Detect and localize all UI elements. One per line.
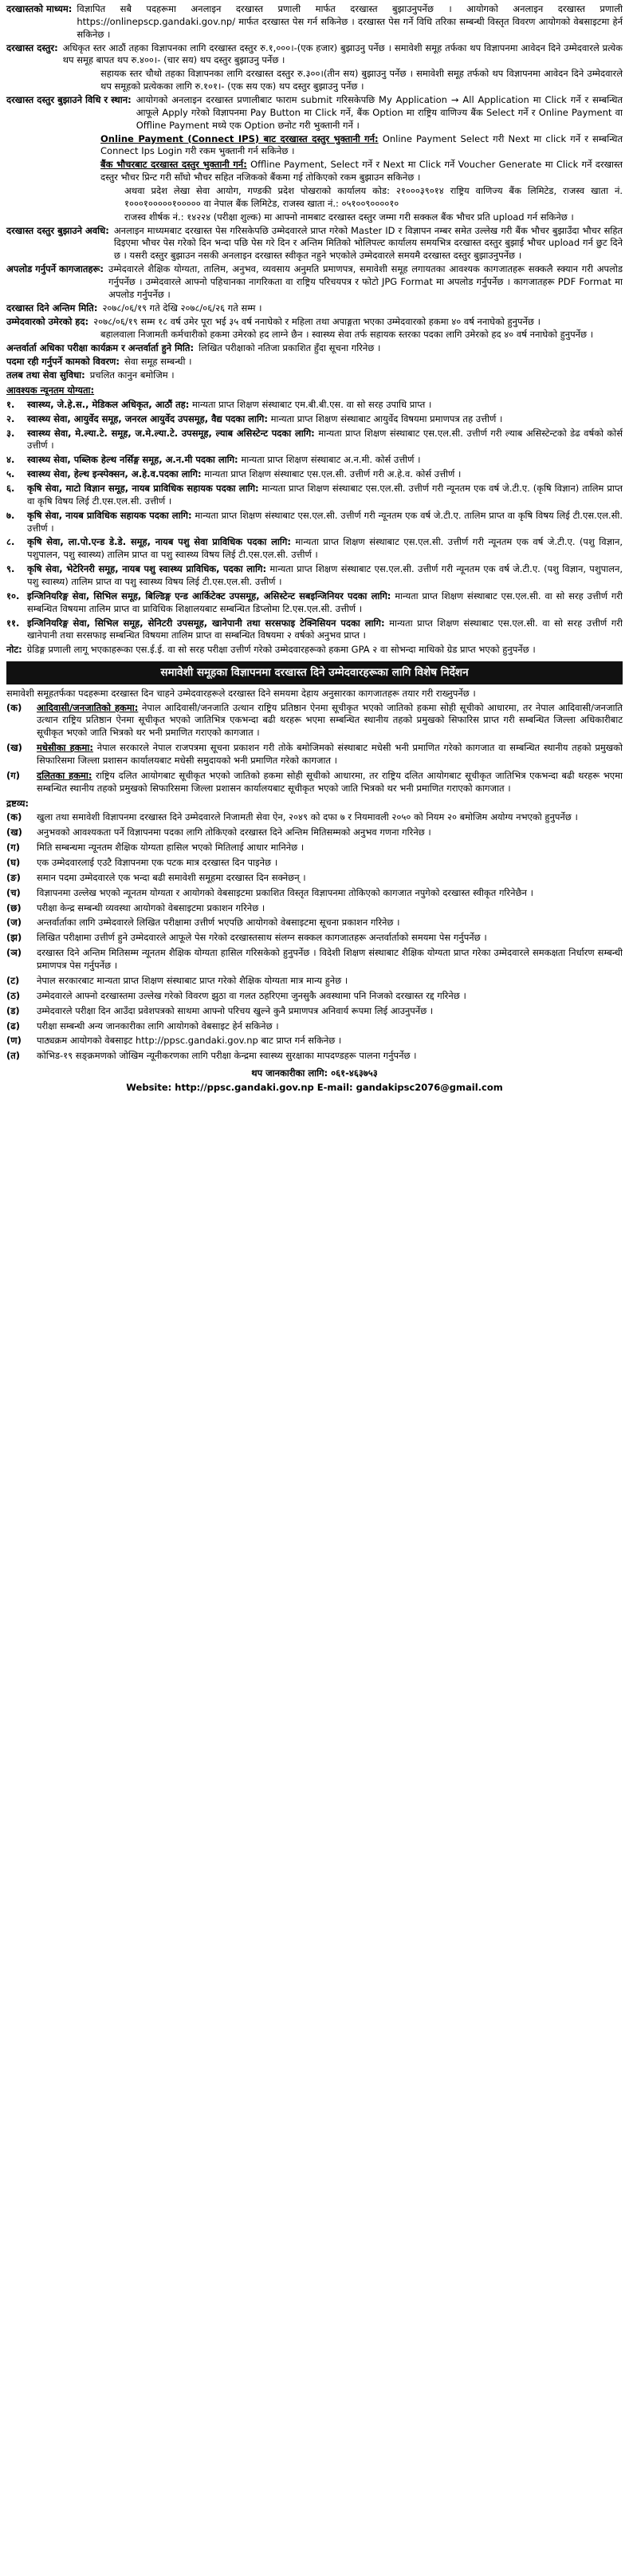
qualification-number: ६. — [6, 482, 15, 494]
qualification-requirement: मान्यता प्राप्त शिक्षण संस्थाबाट एस.एल.सी. उत्तीर्ण गरी न्यूनतम एक वर्ष जे.टी.ए. (पशु विज्ञान, पशुपालन, पशु स्वास्थ्य) तालिम प्राप्त वा पशु स्वास्थ्य विषय लिई टी.एस.एल.सी. उत्तीर्ण । — [27, 563, 623, 587]
note-marker: (ड) — [6, 1004, 20, 1016]
job-description-label: पदमा रही गर्नुपर्ने कामको विवरण: — [6, 356, 120, 368]
note-marker: (ट) — [6, 974, 20, 986]
fee-label: दरखास्त दस्तुर: — [6, 41, 58, 53]
qualification-requirement: मान्यता प्राप्त शिक्षण संस्थाबाट अ.न.मी. कोर्स उत्तीर्ण । — [241, 454, 421, 466]
note-item — [6, 1005, 623, 1018]
category-text: नेपाल सरकारले नेपाल राजपत्रमा सूचना प्रकाशन गरी तोके बमोजिमको संस्थाबाट मधेसी भनी प्रमाणित गरेको कागजात वा सम्बन्धित स्थानीय तहको प्रमुखको सिफारिसमा जिल्ला प्रशासन कार्यालयबाट मधेसी समुदायको भनी प्रमाणित गरेको कागजात । — [37, 742, 623, 767]
inclusive-category-item — [6, 742, 623, 767]
application-medium-label: दरखास्तको माध्यम: — [6, 3, 73, 14]
online-payment-text: Online Payment Select गरी Next मा click गर्ने र सम्बन्धित Connect Ips Login गरी रकम भुक्तानी गर्न सकिनेछ । — [100, 132, 623, 157]
qualification-item — [6, 399, 623, 412]
note-item — [6, 902, 623, 915]
note-item — [6, 947, 623, 972]
note-marker: (ङ) — [6, 871, 21, 883]
qualification-number: ९. — [6, 563, 15, 575]
note-item-text: समान पदमा उम्मेदवारले एक भन्दा बढी समावेशी समूहमा दरखास्त दिन सक्नेछन् । — [37, 871, 306, 883]
note-item-text: उम्मेदवारले परीक्षा दिन आउँदा प्रवेशपत्रको साथमा आफ्नो परिचय खुल्ने कुनै प्रमाणपत्र अनिवार्य रूपमा लिई आउनुपर्नेछ । — [37, 1004, 434, 1016]
inclusive-category-item — [6, 702, 623, 740]
qualification-post: कृषि सेवा, भेटेरिनरी समूह, नायब पशु स्वास्थ्य प्राविधिक, पदका लागि: — [27, 563, 267, 575]
payment-method-row — [6, 94, 623, 132]
offline-payment-block — [6, 159, 623, 184]
note-item — [6, 826, 623, 839]
category-marker: (ग) — [6, 769, 20, 781]
qualification-post: स्वास्थ्य सेवा, हेल्थ इन्स्पेक्सन, अ.हे.व.पदका लागि: — [27, 468, 202, 480]
qualification-number: २. — [6, 412, 15, 424]
qualification-body — [27, 510, 623, 535]
fee-officer-text: अधिकृत स्तर आठौं तहका विज्ञापनका लागि दरखास्त दस्तुर रु.१,०००।-(एक हजार) बुझाउनु पर्नेछ । समावेशी समूह तर्फका थप विज्ञापनमा आवेदन दिने उम्मेदवारले प्रत्येक थप समूह बापत थप रु.४००।- (चार सय) थप दस्तुर बुझाउनु पर्नेछ । — [62, 41, 623, 66]
note-marker: (ग) — [6, 842, 20, 854]
note-marker: (त) — [6, 1050, 21, 1062]
fee-deadline-row — [6, 225, 623, 263]
footer-contact: थप जानकारीका लागि: ०६१-४६३७५३ — [251, 1067, 378, 1079]
qualification-item — [6, 590, 623, 616]
qualification-post: कृषि सेवा, नायब प्राविधिक सहायक पदका लागि: — [27, 509, 192, 521]
note-item — [6, 1050, 623, 1063]
note-item — [6, 857, 623, 870]
note-item-text: लिखित परीक्षामा उत्तीर्ण हुने उम्मेदवारले आफूले पेस गरेको दरखास्तसाथ संलग्न सक्कल कागजातहरू अन्तर्वार्ताको समयमा पेस गर्नुपर्नेछ । — [37, 932, 487, 944]
advertisement-page — [3, 0, 626, 1095]
qualification-item — [6, 510, 623, 535]
note-item — [6, 932, 623, 945]
qualification-body — [27, 563, 623, 589]
qualification-post: इन्जिनियरिङ्ग सेवा, सिभिल समूह, बिल्डिङ्ग एन्ड आर्किटेक्ट उपसमूह, असिस्टेन्ट सबइन्जिनियर पदका लागि: — [27, 590, 391, 602]
category-heading: मधेसीका हकमा: — [37, 742, 93, 754]
inclusive-category-list — [6, 702, 623, 795]
upload-docs-text: उम्मेदवारले शैक्षिक योग्यता, तालिम, अनुभव, व्यवसाय अनुमति प्रमाणपत्र, समावेशी समूह लगायतका आवश्यक कागजातहरू सक्कलै स्क्यान गरी अपलोड गर्नुपर्नेछ । उम्मेदवारले आफ्नो पहिचानका नागरिकता वा राष्ट्रिय परिचयपत्र र फोटो JPG Format मा अपलोड गर्नुपर्नेछ । कागजातहरू PDF Format मा अपलोड गर्नुपर्नेछ । — [108, 263, 623, 300]
note-item — [6, 872, 623, 885]
inclusive-category-item — [6, 770, 623, 795]
last-date-row — [6, 302, 623, 315]
note-item-text: अन्तर्वार्ताका लागि उम्मेदवारले लिखित परीक्षामा उत्तीर्ण भएपछि आयोगको वेबसाइटमा सूचना प्रकाशन गरिनेछ । — [37, 917, 400, 929]
note-item-text: अनुभवको आवश्यकता पर्ने विज्ञापनमा पदका लागि तोकिएको दरखास्त दिने अन्तिम मितिसम्मको अनुभव गणना गरिनेछ । — [37, 826, 431, 838]
note-row — [6, 644, 623, 657]
bank-account-text: अथवा प्रदेश लेखा सेवा आयोग, गण्डकी प्रदेश पोखराको कार्यालय कोड: २१०००३९०१४ राष्ट्रिय वाणिज्य बैंक लिमिटेड, राजस्व खाता नं. १०००१०००००१००००० वा नेपाल बैंक लिमिटेड, राजस्व खाता नं.: ०५१००९००००१० — [124, 185, 623, 209]
qualification-requirement: मान्यता प्राप्त शिक्षण संस्थाबाट एस.एल.सी. वा सो सरह उत्तीर्ण गरी सम्बन्धित विषयमा तालिम प्राप्त वा प्राविधिक शिक्षालयबाट सम्बन्धित डिप्लोमा टि.एस.एल.सी. उत्तीर्ण । — [27, 590, 623, 614]
category-marker: (ख) — [6, 742, 22, 754]
qualification-post: इन्जिनियरिङ्ग सेवा, सिभिल समूह, सेनिटरी उपसमूह, खानेपानी तथा सरसफाइ टेक्निसियन पदका लागि: — [27, 617, 385, 629]
qualification-body — [27, 617, 623, 643]
application-medium-row — [6, 3, 623, 41]
payment-method-text: आयोगको अनलाइन दरखास्त प्रणालीबाट फाराम submit गरिसकेपछि My Application → All Application मा Click गर्ने र सम्बन्धित आफूले Apply गरेको विज्ञापनमा Pay Button मा Click गर्ने, बैंक Option मा राष्ट्रिय वाणिज्य बैंक Select गर्ने र Online Payment वा Offline Payment मध्ये एक Option छनोट गरी भुक्तानी गर्ने । — [136, 94, 623, 131]
qualification-body — [27, 483, 623, 508]
note-item — [6, 1020, 623, 1033]
note-item-text: कोभिड-१९ सङ्क्रमणको जोखिम न्यूनीकरणका लागि परीक्षा केन्द्रमा स्वास्थ्य सुरक्षाका मापदण्डहरू पालना गर्नुपर्नेछ । — [37, 1050, 417, 1062]
upload-docs-label: अपलोड गर्नुपर्ने कागजातहरू: — [6, 263, 104, 275]
note-item — [6, 975, 623, 988]
qualification-requirement: मान्यता प्राप्त शिक्षण संस्थाबाट एस.एल.सी. उत्तीर्ण गरी न्यूनतम एक वर्ष जे.टी.ए. (पशु विज्ञान, पशुपालन, पशु स्वास्थ्य) तालिम प्राप्त वा पशु स्वास्थ्य विषय लिई टी.एस.एल.सी. उत्तीर्ण । — [27, 536, 623, 561]
offline-payment-heading: बैंक भौचरबाट दरखास्त दस्तुर भुक्तानी गर्न: — [100, 159, 247, 171]
qualification-body — [27, 399, 623, 412]
online-payment-block — [6, 133, 623, 159]
qualification-body — [27, 536, 623, 562]
age-limit-row — [6, 316, 623, 329]
category-body — [37, 742, 623, 767]
qualification-post: स्वास्थ्य सेवा, पब्लिक हेल्थ नर्सिङ्ग समूह, अ.न.मी पदका लागि: — [27, 454, 238, 466]
note-marker: (झ) — [6, 932, 22, 944]
online-payment-heading: Online Payment (Connect IPS) बाट दरखास्त दस्तुर भुक्तानी गर्न: — [100, 132, 379, 144]
age-limit-extra: बहालवाला निजामती कर्मचारीको हकमा उमेरको हद लाग्ने छैन । स्वास्थ्य सेवा तर्फ सहायक स्तरका पदका लागि उमेरको हद ४० वर्ष ननाघेको हुनुपर्नेछ । — [100, 329, 594, 341]
fee-deadline-text: अनलाइन माध्यमबाट दरखास्त पेस गरिसकेपछि उम्मेदवारले प्राप्त गरेको Master ID र विज्ञापन नम्बर समेत उल्लेख गरी बैंक भौचर बुझाउँदा भौचर सहित दिइएमा भौचर पेस गरेको दिन भन्दा पछि पेस गरे दिन र अन्तिम मितिको भोलिपल्ट कार्यालय समयभित्र दरखास्त दस्तुर बुझाई भौचर upload गर्न छुट दिने छ । यसरी दस्तुर बुझाउन नसकी अनलाइन दरखास्त स्वीकृत नहुने भएकोले उम्मेदवारले समयमै दरखास्त दस्तुर बुझाउनुपर्नेछ । — [113, 224, 623, 262]
qualification-number: ५. — [6, 468, 15, 480]
note-text: ग्रेडिङ्ग प्रणाली लागू भएकाहरूका एस.ई.ई. वा सो सरह परीक्षा उत्तीर्ण गरेको उम्मेदवारहरूको हकमा GPA २ वा सोभन्दा माथिको ग्रेड प्राप्त भएको हुनुपर्नेछ । — [26, 644, 536, 656]
job-description-row — [6, 356, 623, 369]
exam-schedule-text: लिखित परीक्षाको नतिजा प्रकाशित हुँदा सूचना गरिनेछ । — [199, 342, 381, 354]
note-marker: (ज) — [6, 917, 22, 929]
exam-schedule-row — [6, 342, 623, 355]
note-marker: (ख) — [6, 826, 22, 838]
qualification-item — [6, 413, 623, 426]
note-item-text: खुला तथा समावेशी विज्ञापनमा दरखास्त दिने उम्मेदवारले निजामती सेवा ऐन, २०४९ को दफा ७ र नियमावली २०५० को नियम २० बमोजिम अयोग्य नभएको हुनुपर्नेछ । — [37, 811, 578, 823]
note-item-text: पाठ्यक्रम आयोगको वेबसाइट http://ppsc.gandaki.gov.np बाट प्राप्त गर्न सकिनेछ । — [37, 1035, 342, 1047]
note-item-text: दरखास्त दिने अन्तिम मितिसम्म न्यूनतम शैक्षिक योग्यता हासिल गरिसकेको हुनुपर्नेछ । विदेशी शिक्षण संस्थाबाट शैक्षिक योग्यता प्राप्त गरेका उम्मेदवारले समकक्षता निर्धारण सम्बन्धी प्रमाणपत्र पेस गर्नुपर्नेछ । — [37, 947, 623, 972]
qualification-item — [6, 617, 623, 643]
qualification-item — [6, 428, 623, 453]
payment-method-label: दरखास्त दस्तुर बुझाउने विधि र स्थान: — [6, 94, 132, 106]
fee-deadline-label: दरखास्त दस्तुर बुझाउने अवधि: — [6, 224, 109, 236]
note-marker: (ञ) — [6, 947, 22, 959]
qualification-requirement: मान्यता प्राप्त शिक्षण संस्थाबाट आयुर्वेद विषयमा प्रमाणपत्र तह उत्तीर्ण । — [270, 412, 503, 424]
note-item-text: मिति सम्बन्धमा न्यूनतम शैक्षिक योग्यता हासिल भएको मितिलाई आधार मानिनेछ । — [37, 842, 305, 854]
note-label: नोट: — [6, 644, 22, 656]
fee-row — [6, 42, 623, 68]
note-item — [6, 917, 623, 929]
qualification-requirement: मान्यता प्राप्त शिक्षण संस्थाबाट एस.एल.सी. उत्तीर्ण गरी न्यूनतम एक वर्ष जे.टी.ए. (कृषि विज्ञान) तालिम प्राप्त वा कृषि विषय लिई टी.एस.एल.सी. उत्तीर्ण । — [27, 482, 623, 507]
revenue-heading-text: राजस्व शीर्षक नं.: १४२२४ (परीक्षा शुल्क) मा आफ्नो नामबाट दरखास्त दस्तुर जम्मा गरी सक्कल बैंक भौचर प्रति upload गर्न सकिनेछ । — [124, 211, 574, 223]
qualification-requirement: मान्यता प्राप्त शिक्षण संस्थाबाट एस.एल.सी. उत्तीर्ण गरी ल्याब असिस्टेन्टको डेढ वर्षको कोर्स उत्तीर्ण । — [27, 427, 623, 452]
note-marker: (ढ) — [6, 1020, 20, 1032]
qualification-number: ८. — [6, 536, 15, 548]
qualification-list — [6, 399, 623, 642]
footer-website: Website: http://ppsc.gandaki.gov.np E-mail: gandakipsc2076@gmail.com — [126, 1081, 503, 1093]
note-marker: (घ) — [6, 857, 21, 869]
qualification-requirement: मान्यता प्राप्त शिक्षण संस्थाबाट एस.एल.सी. उत्तीर्ण गरी अ.हे.व. कोर्स उत्तीर्ण । — [204, 468, 462, 480]
note-item-text: विज्ञापनमा उल्लेख भएको न्यूनतम योग्यता र आयोगको वेबसाइटमा प्रकाशित विस्तृत विज्ञापनमा तोकिएको कागजात नपुगेको दरखास्त स्वीकृत गरिनेछैन । — [37, 886, 533, 898]
note-marker: (च) — [6, 886, 21, 898]
note-item — [6, 990, 623, 1003]
qualification-item — [6, 536, 623, 562]
offline-payment-text: Offline Payment, Select गर्ने र Next मा Click गर्ने Voucher Generate मा Click गर्ने दरखास्त दस्तुर भौचर प्रिन्ट गरी साँघो भौचर सहित नजिकको बैंकमा गई तोकिएको रकम बुझाउन सकिनेछ । — [100, 159, 623, 183]
category-body — [37, 702, 623, 740]
qualification-post: स्वास्थ्य, जे.हे.स., मेडिकल अधिकृत, आठौं तह: — [27, 398, 190, 410]
category-marker: (क) — [6, 701, 22, 713]
age-limit-label: उम्मेदवारको उमेरको हद: — [6, 315, 89, 327]
inclusive-instructions-banner: समावेशी समूहका विज्ञापनमा दरखास्त दिने उम्मेदवारहरूका लागि विशेष निर्देशन — [6, 661, 623, 684]
upload-docs-row — [6, 263, 623, 302]
last-date-text: २०७८/०६/१९ गते देखि २०७८/०६/२६ गते सम्म । — [102, 302, 262, 314]
salary-row — [6, 369, 623, 382]
qualification-requirement: मान्यता प्राप्त शिक्षण संस्थाबाट एम.बी.बी.एस. वा सो सरह उपाधि प्राप्त । — [192, 398, 432, 410]
note-marker: (छ) — [6, 901, 22, 913]
qualification-item — [6, 468, 623, 481]
application-medium-text: विज्ञापित सबै पदहरूमा अनलाइन दरखास्त प्रणाली मार्फत दरखास्त बुझाउनुपर्नेछ । आयोगको अनलाइन दरखास्त प्रणाली https://onlinepscp.gandaki.gov.np/ मार्फत दरखास्त पेस गर्न सकिनेछ । दरखास्त पेस गर्ने विधि तरिका सम्बन्धी विस्तृत विवरण आयोगको वेबसाइटमा हेर्न सकिनेछ । — [77, 3, 623, 40]
qualification-body — [27, 413, 623, 426]
note-item-text: नेपाल सरकारबाट मान्यता प्राप्त शिक्षण संस्थाबाट प्राप्त गरेको शैक्षिक योग्यता मात्र मान्य हुनेछ । — [37, 974, 348, 986]
qualification-post: स्वास्थ्य सेवा, मे.ल्या.टे. समूह, ज.मे.ल्या.टे. उपसमूह, ल्याब असिस्टेन्ट पदका लागि: — [27, 427, 315, 439]
notes-list — [6, 811, 623, 1063]
note-item-text: उम्मेदवारले आफ्नो दरखास्तमा उल्लेख गरेको विवरण झुठा वा गलत ठहरिएमा जुनसुकै अवस्थामा पनि निजको दरखास्त रद्द गरिनेछ । — [37, 989, 466, 1001]
age-limit-text: २०७८/०६/१९ सम्म १८ वर्ष उमेर पूरा भई ३५ वर्ष ननाघेको र महिला तथा अपाङ्गता भएका उम्मेदवारको हकमा ४० वर्ष ननाघेको हुनुपर्नेछ । — [93, 315, 541, 327]
qualification-item — [6, 483, 623, 508]
note-item-text: परीक्षा केन्द्र सम्बन्धी व्यवस्था आयोगको वेबसाइटमा प्रकाशन गरिनेछ । — [37, 901, 265, 913]
note-item — [6, 887, 623, 900]
salary-text: प्रचलित कानुन बमोजिम । — [89, 369, 175, 381]
qualification-number: १०. — [6, 590, 20, 602]
category-body — [37, 770, 623, 795]
qualification-number: ४. — [6, 454, 15, 466]
note-marker: (क) — [6, 811, 22, 823]
category-heading: दलितका हकमा: — [37, 769, 92, 781]
qualification-body — [27, 428, 623, 453]
qualification-post: कृषि सेवा, माटो विज्ञान समूह, नायब प्राविधिक सहायक पदका लागि: — [27, 482, 259, 494]
qualification-item — [6, 563, 623, 589]
qualification-number: ११. — [6, 617, 20, 629]
inclusive-intro-text: समावेशी समूहतर्फका पदहरूमा दरखास्त दिन चाहने उम्मेदवारहरूले दरखास्त दिने समयमा देहाय अनुसारका कागजातहरू तयार गरी राख्नुपर्नेछ । — [6, 687, 476, 699]
qualification-number: १. — [6, 398, 15, 410]
category-heading: आदिवासी/जनजातिको हकमा: — [37, 701, 139, 713]
qualification-post: स्वास्थ्य सेवा, आयुर्वेद समूह, जनरल आयुर्वेद उपसमूह, वैद्य पदका लागि: — [27, 412, 269, 424]
qualification-number: ३. — [6, 427, 15, 439]
note-marker: (ठ) — [6, 989, 21, 1001]
fee-assistant-text: सहायक स्तर चौथो तहका विज्ञापनका लागि दरखास्त दस्तुर रु.३००।(तीन सय) बुझाउनु पर्नेछ । समावेशी समूह तर्फको थप विज्ञापनमा आवेदन दिने उम्मेदवारले थप समूहको प्रत्येकका लागि रु.१०१।- (एक सय एक) थप दस्तुर बुझाउनु पर्नेछ । — [100, 68, 623, 93]
note-item — [6, 1035, 623, 1047]
last-date-label: दरखास्त दिने अन्तिम मिति: — [6, 302, 98, 314]
note-item-text: परीक्षा सम्बन्धी अन्य जानकारीका लागि आयोगको वेबसाइट हेर्न सकिनेछ । — [37, 1020, 279, 1032]
qualification-requirement: मान्यता प्राप्त शिक्षण संस्थाबाट एस.एल.सी. वा सो सरह उत्तीर्ण गरी खानेपानी तथा सरसफाइ सम्बन्धित विषयमा तालिम प्राप्त वा सम्बन्धित विषयमा २ वर्षको अनुभव प्राप्त । — [27, 617, 623, 641]
exam-schedule-label: अन्तर्वार्ता अधिका परीक्षा कार्यक्रम र अन्तर्वार्ता हुने मिति: — [6, 342, 195, 354]
qualification-body — [27, 590, 623, 616]
salary-label: तलब तथा सेवा सुविधा: — [6, 369, 85, 381]
category-text: राष्ट्रिय दलित आयोगबाट सूचीकृत भएको जातिको हकमा सोही सूचीको आधारमा, तर राष्ट्रिय दलित आयोगबाट सूचीकृत जातिभित्र एकभन्दा बढी थरहरू भएमा सम्बन्धित स्थानीय तहको प्रमुखको सिफारिसमा जिल्ला प्रशासन कार्यालयबाट सूचीकृत भएको जाति भित्रको थर भनी प्रमाणित गराएको कागजात । — [37, 769, 623, 794]
qualification-body — [27, 454, 623, 467]
category-text: नेपाल आदिवासी/जनजाति उत्थान राष्ट्रिय प्रतिष्ठान ऐनमा सूचीकृत भएको जातिको हकमा सोही सूचीको आधारमा, तर नेपाल आदिवासी/जनजाति उत्थान राष्ट्रिय प्रतिष्ठान ऐनमा सूचीकृत भएको जातिभित्र एकभन्दा बढी थरहरू भएमा सम्बन्धित स्थानीय तहको प्रमुखको सिफारिस प्राप्त गरी सम्बन्धित जिल्ला अधिकारीबाट सूचीकृत भएको जाति भित्रको थर भनी प्रमाणित गराएको कागजात । — [37, 701, 623, 739]
qualification-body — [27, 468, 623, 481]
note-item-text: एक उम्मेदवारलाई एउटै विज्ञापनमा एक पटक मात्र दरखास्त दिन पाइनेछ । — [37, 857, 278, 869]
qualification-post: कृषि सेवा, ला.पो.एन्ड डे.डे. समूह, नायब पशु सेवा प्राविधिक पदका लागि: — [27, 536, 291, 548]
notes-heading: द्रष्टव्य: — [6, 797, 29, 809]
qualification-requirement: मान्यता प्राप्त शिक्षण संस्थाबाट एस.एल.सी. उत्तीर्ण गरी न्यूनतम एक वर्ष जे.टी.ए. तालिम प्राप्त वा कृषि विषय लिई टी.एस.एल.सी. उत्तीर्ण । — [27, 509, 623, 534]
job-description-text: सेवा समूह सम्बन्धी । — [124, 356, 192, 368]
note-marker: (ण) — [6, 1035, 22, 1047]
qualification-item — [6, 454, 623, 467]
note-item — [6, 811, 623, 824]
qualification-number: ७. — [6, 509, 15, 521]
qualification-heading: आवश्यक न्यूनतम योग्यता: — [6, 384, 95, 396]
note-item — [6, 842, 623, 854]
